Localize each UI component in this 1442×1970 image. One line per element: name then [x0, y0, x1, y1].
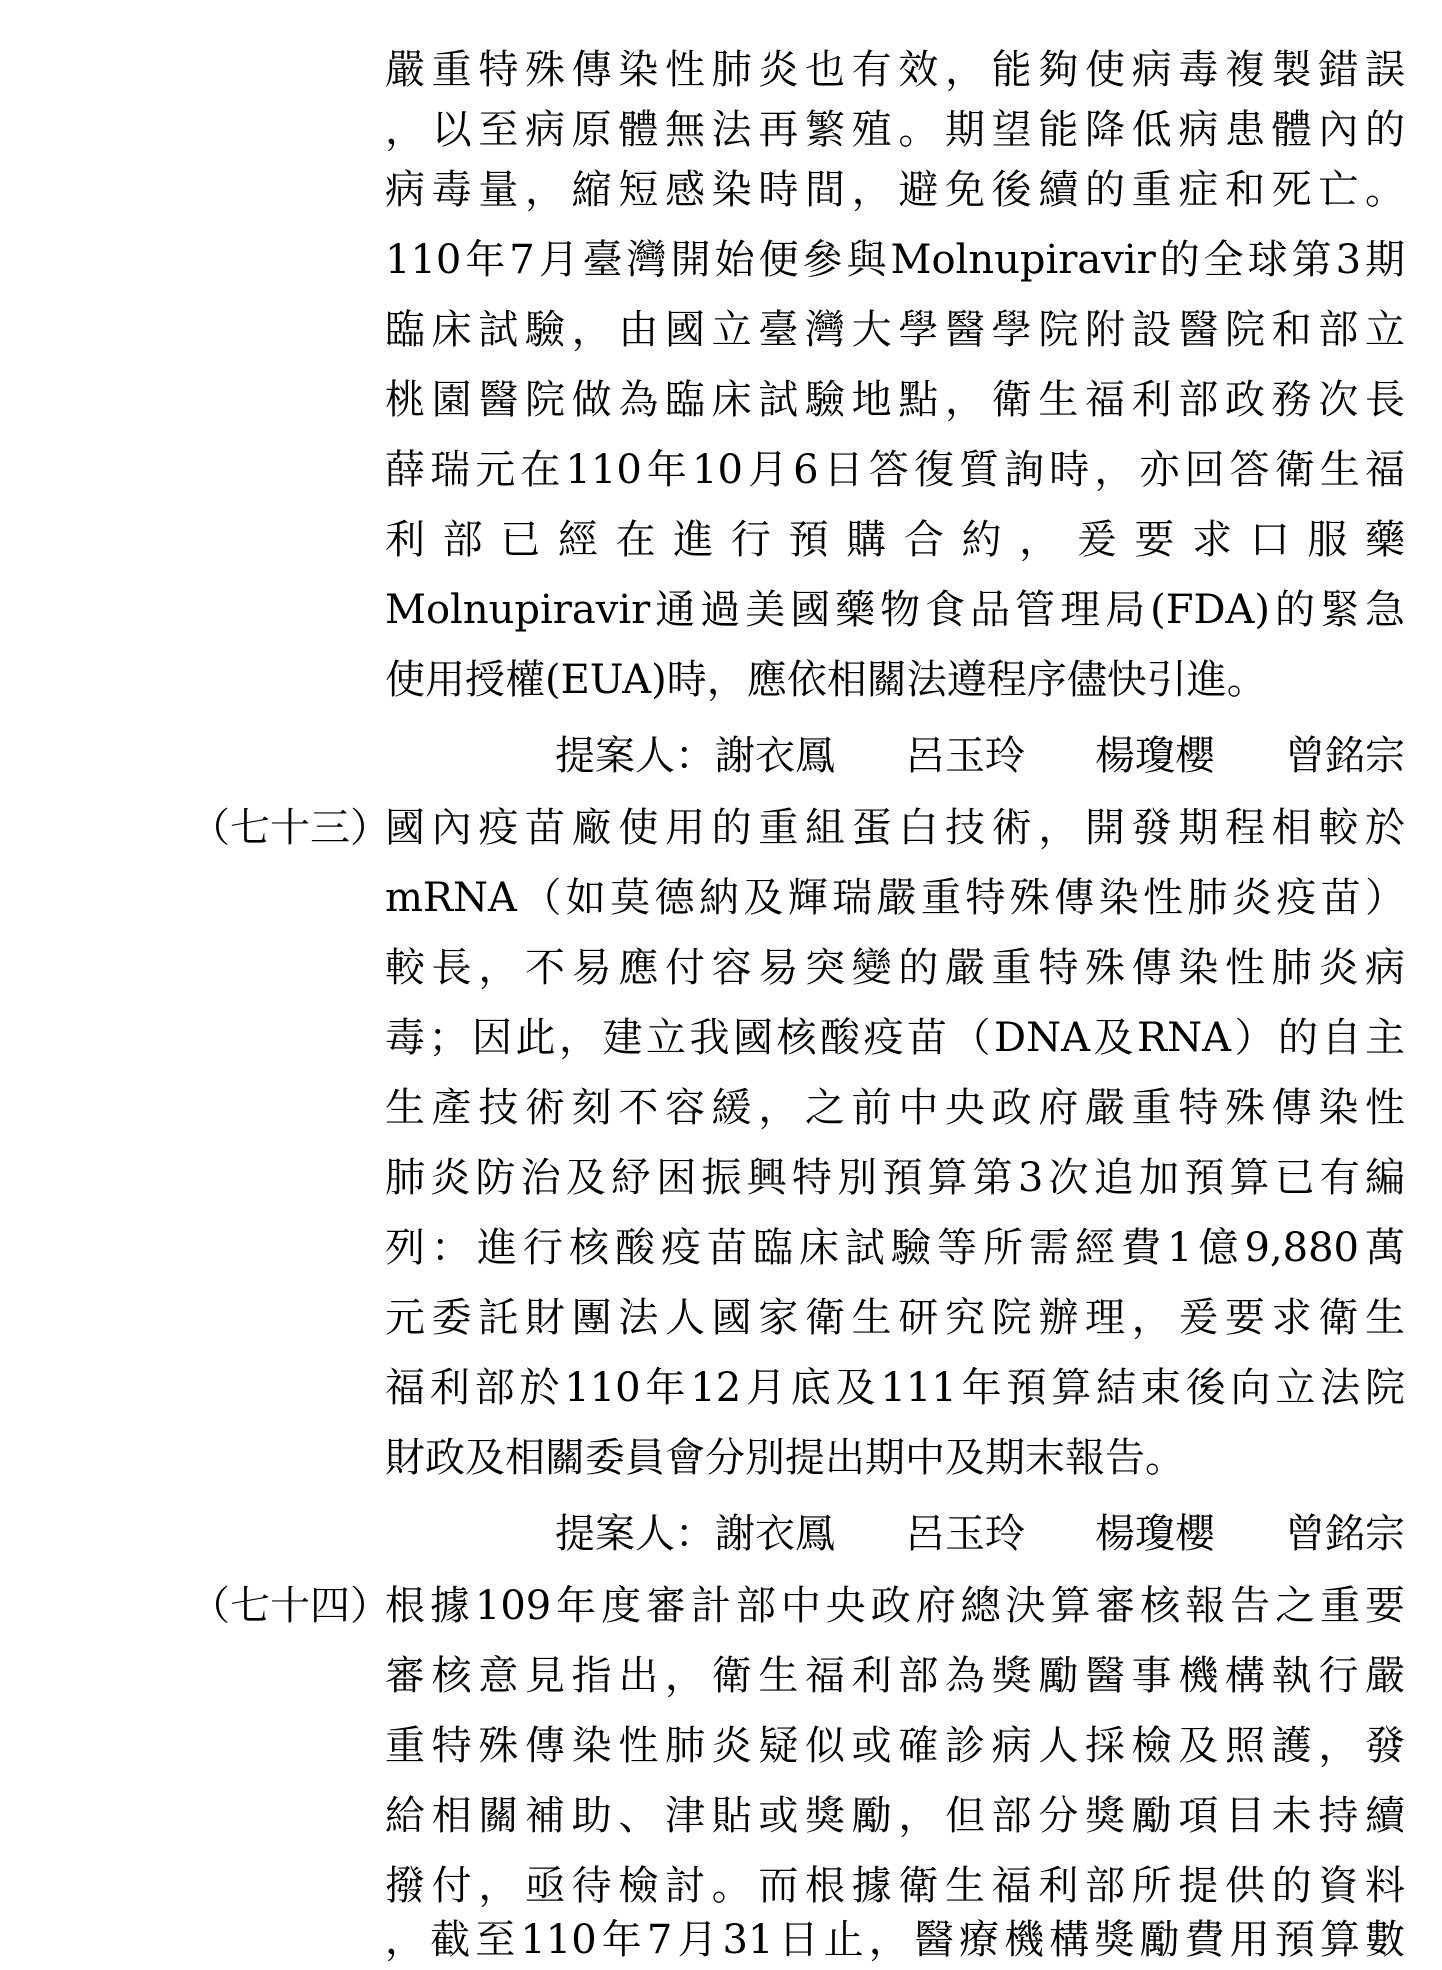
- proposers-label-group: [555, 728, 835, 784]
- proposer-name: 呂玉玲: [905, 733, 1025, 779]
- paragraph-line: 重特殊傳染性肺炎疑似或確診病人採檢及照護，發: [385, 1723, 1405, 1769]
- proposer-name: 曾銘宗: [1285, 733, 1405, 779]
- paragraph-line: ，以至病原體無法再繁殖。期望能降低病患體內的: [385, 107, 1405, 153]
- paragraph-line: 臨床試驗，由國立臺灣大學醫學院附設醫院和部立: [385, 307, 1405, 353]
- paragraph-line: Molnupiravir通過美國藥物食品管理局(FDA)的緊急: [385, 587, 1405, 633]
- paragraph-line: 使用授權(EUA)時，應依相關法遵程序儘快引進。: [385, 657, 1267, 703]
- paragraph-line: 生產技術刻不容緩，之前中央政府嚴重特殊傳染性: [385, 1085, 1405, 1131]
- paragraph-line: 110年7月臺灣開始便參與Molnupiravir的全球第3期: [385, 237, 1405, 283]
- paragraph-line: 元委託財團法人國家衛生研究院辦理，爰要求衛生: [385, 1295, 1405, 1341]
- paragraph-line: 嚴重特殊傳染性肺炎也有效，能夠使病毒複製錯誤: [385, 47, 1405, 93]
- paragraph-line: 利部已經在進行預購合約，爰要求口服藥: [385, 517, 1405, 563]
- proposer-name: 楊瓊櫻: [1095, 733, 1215, 779]
- paragraph-line: 桃園醫院做為臨床試驗地點，衛生福利部政務次長: [385, 377, 1405, 423]
- paragraph-line: 較長，不易應付容易突變的嚴重特殊傳染性肺炎病: [385, 945, 1405, 991]
- item-number-73: （七十三）: [190, 805, 390, 851]
- proposers-signature: [555, 728, 1405, 784]
- proposer-name: 呂玉玲: [905, 1511, 1025, 1557]
- paragraph-line: 肺炎防治及紓困振興特別預算第3次追加預算已有編: [385, 1155, 1405, 1201]
- paragraph-line: 列：進行核酸疫苗臨床試驗等所需經費1億9,880萬: [385, 1225, 1405, 1271]
- paragraph-line: 根據109年度審計部中央政府總決算審核報告之重要: [385, 1583, 1405, 1629]
- proposers-label: 提案人：: [555, 1511, 715, 1557]
- proposers-label: 提案人：: [555, 733, 715, 779]
- paragraph-line: 病毒量，縮短感染時間，避免後續的重症和死亡。: [385, 167, 1405, 213]
- proposer-name: 謝衣鳳: [715, 733, 835, 779]
- paragraph-line: 財政及相關委員會分別提出期中及期末報告。: [385, 1435, 1185, 1481]
- paragraph-line: 給相關補助、津貼或獎勵，但部分獎勵項目未持續: [385, 1793, 1405, 1839]
- proposer-name: 謝衣鳳: [715, 1511, 835, 1557]
- proposer-name: 楊瓊櫻: [1095, 1511, 1215, 1557]
- paragraph-line: 審核意見指出，衛生福利部為獎勵醫事機構執行嚴: [385, 1653, 1405, 1699]
- paragraph-line: 國內疫苗廠使用的重組蛋白技術，開發期程相較於: [385, 805, 1405, 851]
- paragraph-line: 毒；因此，建立我國核酸疫苗（DNA及RNA）的自主: [385, 1015, 1405, 1061]
- paragraph-line: 福利部於110年12月底及111年預算結束後向立法院: [385, 1365, 1405, 1411]
- proposers-label-group: [555, 1506, 835, 1562]
- proposers-signature: [555, 1506, 1405, 1562]
- item-number-74: （七十四）: [190, 1583, 390, 1629]
- paragraph-line: 撥付，亟待檢討。而根據衛生福利部所提供的資料: [385, 1863, 1405, 1909]
- proposer-name: 曾銘宗: [1285, 1511, 1405, 1557]
- paragraph-line: ，截至110年7月31日止，醫療機構獎勵費用預算數: [385, 1917, 1405, 1963]
- paragraph-line: mRNA（如莫德納及輝瑞嚴重特殊傳染性肺炎疫苗）: [385, 875, 1405, 921]
- paragraph-line: 薛瑞元在110年10月6日答復質詢時，亦回答衛生福: [385, 447, 1405, 493]
